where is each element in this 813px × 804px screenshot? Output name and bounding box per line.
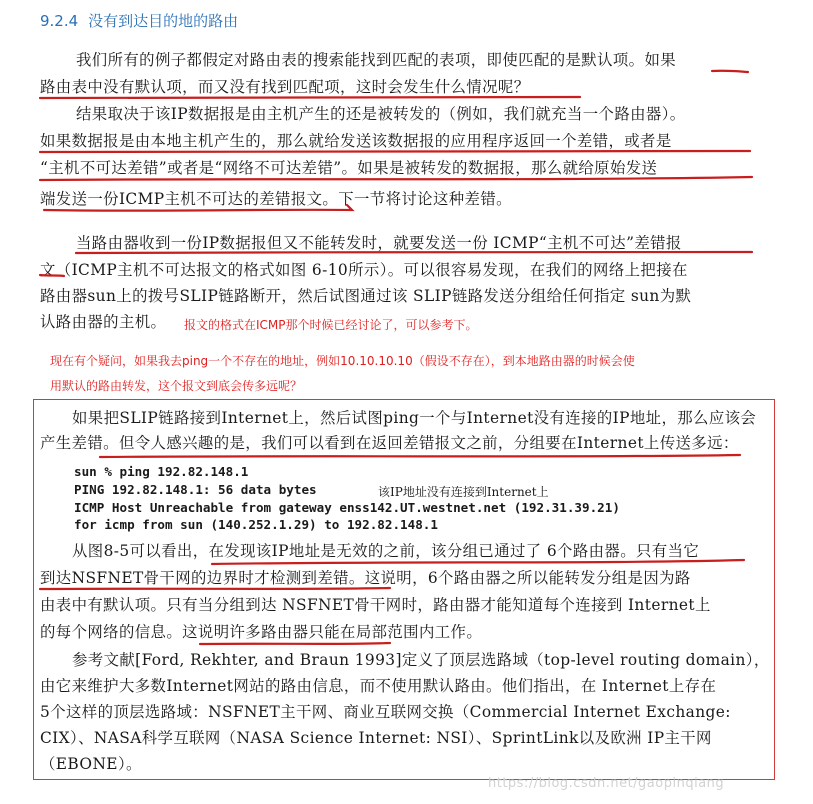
p4-line-2: 产生差错。但令人感兴趣的是，我们可以看到在返回差错报文之前，分组要在Internet上传送多远： — [40, 434, 739, 452]
question-annotation-line-1: 现在有个疑问，如果我去ping一个不存在的地址，例如10.10.10.10（假设不存在），到本地路由器的时候会使 — [50, 354, 635, 368]
underline-mark — [40, 275, 64, 276]
underline-mark — [40, 588, 390, 589]
terminal-annotation: 该IP地址没有连接到Internet上 — [378, 485, 549, 499]
underline-mark — [100, 455, 740, 457]
underline-mark — [40, 151, 750, 152]
underline-mark — [76, 252, 752, 253]
underline-mark — [40, 177, 752, 180]
p5-line-4: 的每个网络的信息。这说明许多路由器只能在局部范围内工作。 — [40, 623, 483, 641]
p2-line-2: 如果数据报是由本地主机产生的，那么就给发送该数据报的应用程序返回一个差错，或者是 — [40, 132, 672, 150]
p3-line-3: 路由器sun上的拨号SLIP链路断开，然后试图通过该 SLIP链路发送分组给任何指定 sun为默 — [40, 287, 692, 305]
p3-line-2: 文（ICMP主机不可达报文的格式如图 6-10所示）。可以很容易发现，在我们的网络上把接在 — [40, 261, 688, 279]
p2-line-3: “主机不可达差错”或者是“网络不可达差错”。如果是被转发的数据报，那么就给原始发送 — [40, 159, 658, 177]
p4-line-1: 如果把SLIP链路接到Internet上，然后试图ping一个与Internet没有连接的IP地址，那么应该会 — [72, 409, 757, 427]
underline-mark — [40, 97, 580, 98]
p5-line-2: 到达NSFNET骨干网的边界时才检测到差错。这说明，6个路由器之所以能转发分组是因为路 — [40, 569, 691, 587]
underline-mark — [712, 71, 748, 72]
p6-line-2: 由它来维护大多数Internet网站的路由信息，而不使用默认路由。他们指出，在 Internet上存在 — [40, 677, 717, 695]
terminal-line-1: sun % ping 192.82.148.1 — [74, 464, 249, 479]
p3-line-4: 认路由器的主机。 — [40, 313, 167, 331]
question-annotation-line-2: 用默认的路由转发，这个报文到底会传多远呢？ — [50, 379, 303, 393]
section-title: 没有到达目的地的路由 — [88, 12, 239, 30]
p1-line-1: 我们所有的例子都假定对路由表的搜索能找到匹配的表项，即使匹配的是默认项。如果 — [76, 51, 677, 69]
p5-line-3: 由表中有默认项。只有当分组到达 NSFNET骨干网时，路由器才能知道每个连接到 Internet上 — [40, 596, 711, 614]
p1-line-2: 路由表中没有默认项，而又没有找到匹配项，这时会发生什么情况呢？ — [40, 78, 530, 96]
watermark: https://blog.csdn.net/gaopinqiang — [488, 776, 725, 791]
p3-line-1: 当路由器收到一份IP数据报但又不能转发时，就要发送一份 ICMP“主机不可达”差错报 — [76, 234, 682, 252]
underline-mark — [212, 560, 744, 564]
inline-annotation: 报文的格式在ICMP那个时候已经讨论了，可以参考下。 — [184, 318, 478, 332]
section-number: 9.2.4 — [40, 12, 79, 30]
p2-line-4: 端发送一份ICMP主机不可达的差错报文。下一节将讨论这种差错。 — [40, 190, 512, 208]
p6-line-5: （EBONE）。 — [40, 755, 142, 773]
terminal-line-4: for icmp from sun (140.252.1.29) to 192.82.148.1 — [74, 517, 438, 532]
underline-mark — [200, 643, 390, 644]
p6-line-3: 5个这样的顶层选路域：NSFNET主干网、商业互联网交换（Commercial Internet Exchange: — [40, 703, 731, 721]
p6-line-4: CIX）、NASA科学互联网（NASA Science Internet: NSI）、SprintLink以及欧洲 IP主干网 — [40, 729, 712, 747]
p5-line-1: 从图8-5可以看出，在发现该IP地址是无效的之前，该分组已通过了 6个路由器。只有当它 — [72, 542, 700, 560]
underline-mark — [44, 205, 352, 211]
terminal-line-3: ICMP Host Unreachable from gateway enss142.UT.westnet.net (192.31.39.21) — [74, 500, 620, 515]
p6-line-1: 参考文献[Ford, Rekhter, and Braun 1993]定义了顶层选路域（top-level routing domain）， — [72, 651, 770, 669]
terminal-line-2: PING 192.82.148.1: 56 data bytes — [74, 482, 317, 497]
p2-line-1: 结果取决于该IP数据报是由主机产生的还是被转发的（例如，我们就充当一个路由器）。 — [76, 105, 686, 123]
